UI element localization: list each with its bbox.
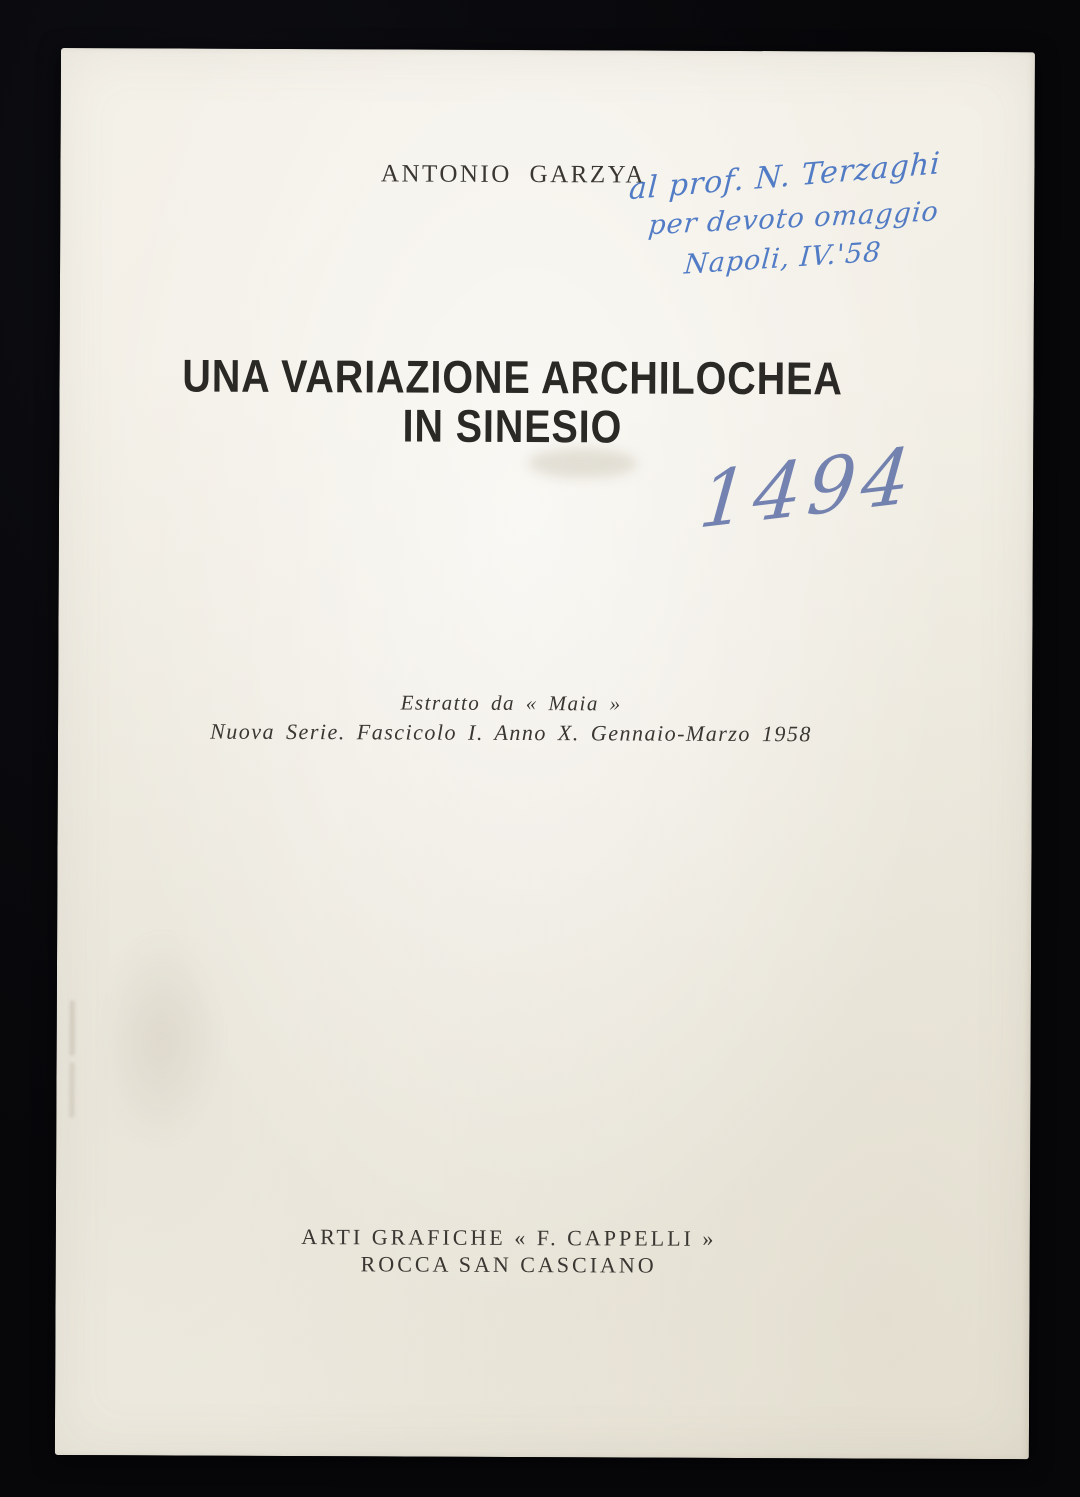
imprint-source-line: Estratto da « Maia » — [400, 690, 622, 716]
title-line-1: UNA VARIAZIONE ARCHILOCHEA — [182, 349, 843, 405]
handwritten-catalog-number: 1494 — [695, 429, 920, 546]
author-name: ANTONIO GARZYA — [380, 160, 647, 189]
paper-smudge — [96, 928, 227, 1149]
handwritten-dedication-line-2: per devoto omaggio — [646, 196, 941, 242]
paper-page — [55, 48, 1035, 1459]
staple-indentation-mark — [70, 1000, 75, 1056]
title-line-2: IN SINESIO — [402, 399, 623, 453]
handwritten-dedication-line-3: Napoli, IV.'58 — [683, 236, 883, 281]
printer-line-2: ROCCA SAN CASCIANO — [360, 1251, 657, 1278]
ink-showthrough-mark — [527, 448, 637, 478]
printer-line-1: ARTI GRAFICHE « F. CAPPELLI » — [301, 1224, 717, 1251]
handwritten-dedication-line-1: al prof. N. Terzaghi — [627, 146, 942, 208]
imprint-block — [58, 689, 964, 748]
imprint-series-line: Nuova Serie. Fascicolo I. Anno X. Gennaio-Marzo 1958 — [210, 718, 812, 747]
book-title — [123, 351, 903, 452]
printer-imprint — [56, 1222, 962, 1280]
